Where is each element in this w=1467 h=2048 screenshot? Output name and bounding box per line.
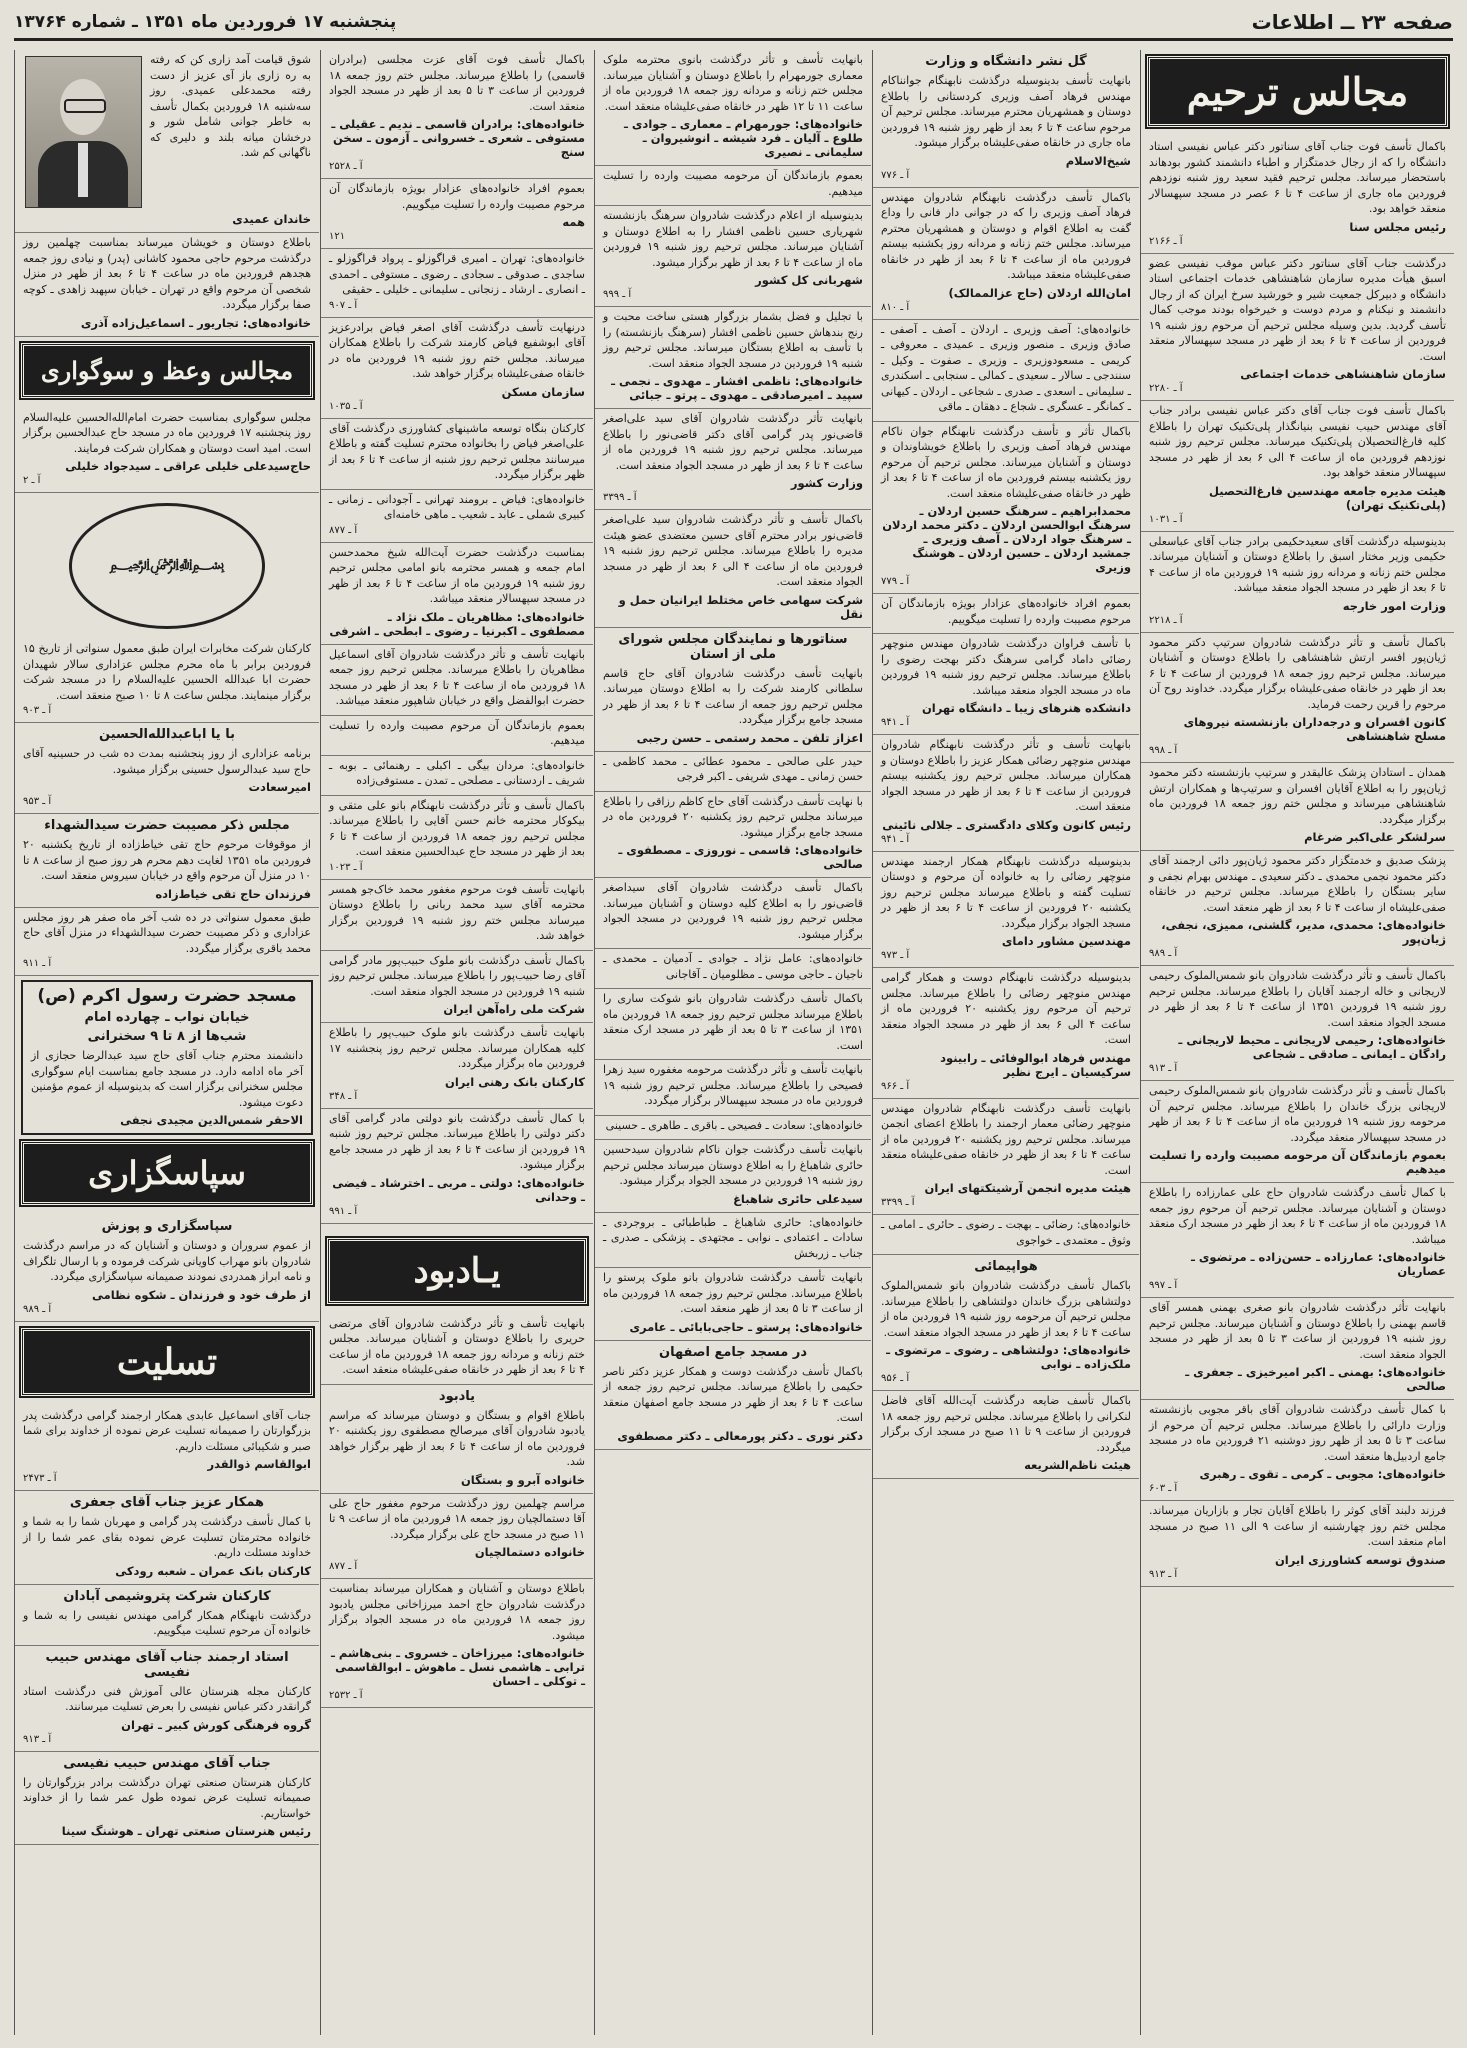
notice-signature: رئیس کانون وکلای دادگستری ـ جلالی نائینی [882, 817, 1131, 832]
notice-body: کارکنان بنگاه توسعه ماشینهای کشاورزی درگذشت آقای علی‌اصغر فیاض را بخانواده محترم تسلیت گفته و باطلاع میرسانند مجلس ترحیم روز شنبه از ساعت ۴ تا ۶ بعد از ظهر برگزار میگردد. [329, 421, 586, 481]
notice-code: آ ـ ۱۰۳۵ [329, 400, 363, 412]
col1-notice [1141, 1298, 1454, 1400]
tasliat-notice [15, 1646, 319, 1752]
notice-heading: جناب آقای مهندس حبیب نفیسی [63, 1755, 271, 1771]
notice-signature: هیئت مدیره جامعه مهندسین فارغ‌التحصیل (پلی‌تکنیک تهران) [1208, 483, 1446, 512]
notice-code: آ ـ ۲۴۷۳ [23, 1473, 57, 1484]
col4-notice [321, 179, 593, 249]
col3-notice [595, 1060, 871, 1116]
notice-signature: هیئت ناظم‌الشریعه [1024, 1458, 1131, 1472]
notice-body: درگذشت نابهنگام همکار گرامی مهندس نفیسی را به شما و خانواده آن مرحوم تسلیت میگوییم. [23, 1608, 311, 1637]
notice-heading: در مسجد جامع اصفهان [658, 1344, 807, 1360]
col3-notice [595, 628, 871, 752]
calligraphy-emblem: ﷽ [69, 503, 265, 629]
col4-notices [321, 50, 593, 1224]
notice-body: بدینوسیله درگذشت نابهنگام همکار ارجمند مهندس منوچهر رضائی را به خانواده آن مرحوم و دوستان تسلیت گفته و باطلاع میرساند مجلس ترحیم روز یکشنبه ۲۰ فروردین از ساعت ۴ تا ۶ بعد از ظهر در مسجد الجواد برگزار میگردد. [881, 854, 1132, 930]
col3-notice [595, 206, 871, 307]
notice-signature: رئیس هنرستان صنعتی تهران ـ هوشنگ سینا [61, 1824, 311, 1838]
notice-code: آ ـ ۲۲۸۰ [1149, 383, 1183, 394]
notice-signature: خانواده‌های: رحیمی لاریجانی ـ محیط لاریجانی ـ رادگان ـ ایمانی ـ صادقی ـ شجاعی [1178, 1033, 1446, 1061]
notice-signature: خانواده‌های: مظاهریان ـ ملک نژاد ـ مصطفوی ـ اکبرنیا ـ رضوی ـ ابطحی ـ اشرفی [329, 609, 585, 638]
photo-notice-text: شوق قیامت آمد زاری کن که رفته به ره زاری باز آی عزیز از دست رفته محمدعلی عمیدی. روز سه‌شنبه ۱۸ فروردین بکمال تأسف به خاطر جوانی شامل شور و درخشان میانه بلند و دلیری که ناگهانی کم شد. [150, 53, 311, 159]
masjid-time: شب‌ها از ۸ تا ۹ سخنرانی [87, 1029, 247, 1044]
notice-signature: همه [562, 215, 585, 229]
notice-signature: خانواده‌های: برادران قاسمی ـ ندیم ـ عقیلی ـ مستوفی ـ شعری ـ خسروانی ـ آزمون ـ سخن سنج [331, 117, 585, 159]
notice-body: خانواده‌های: مردان بیگی ـ اکبلی ـ رهنمائی ـ بوبه ـ شریف ـ اردستانی ـ مصلحی ـ تمدن ـ مستوفی‌زاده [329, 758, 585, 787]
col2-notice [873, 1391, 1139, 1479]
notice-body: باکمال تأسف درگذشت بانو ملوک حبیب‌پور مادر گرامی آقای رضا حبیب‌پور را باطلاع میرساند. مجلس ترحیم روز شنبه ۱۹ فروردین در مسجد الجواد منعقد است. [329, 953, 585, 998]
col4-notice [321, 318, 593, 419]
col2-notice [873, 422, 1139, 595]
notice-signature: سازمان شاهنشاهی خدمات اجتماعی [1240, 367, 1446, 381]
col1-notice [1141, 1400, 1454, 1501]
col1-notice [1141, 1081, 1454, 1183]
notice-body: باکمال تأسف فوت آقای عزت مجلسی (برادران قاسمی) را باطلاع میرساند. مجلس ختم روز جمعه ۱۸ فروردین از ساعت ۳ تا ۵ بعد از ظهر در مسجد الجواد منعقد است. [329, 53, 586, 113]
col1-notice [1141, 137, 1454, 254]
notice-body: باطلاع دوستان و آشنایان و همکاران میرساند بمناسبت درگذشت شادروان حاج احمد میرزاخانی مجلس یادبود روز جمعه ۱۸ فروردین ماه در مسجد الجواد برگزار میشود. [329, 1582, 586, 1642]
col5-notice-0: باطلاع دوستان و خویشان میرساند بمناسبت چهلمین روز درگذشت مرحوم حاجی محمود کاشانی (پدر) و نیادی روز جمعه هجدهم فروردین ماه در ساعت ۴ تا ۶ بعد از ظهر در منزل شخصی آن مرحوم واقع در تهران ـ خیابان سپهبد زاهدی ـ کوچه صفا برگزار میگردد. خانواده‌های: تجاریور ـ اسماعیل‌زاده آذری [15, 233, 319, 337]
tasliat-notice [15, 1585, 319, 1646]
notice-code: آ ـ ۸۷۷ [329, 1561, 358, 1572]
notice-code: آ ـ ۷۷۹ [881, 576, 910, 587]
notice-code: ۱۲۱ [329, 231, 346, 242]
col3-notices [595, 50, 871, 1450]
notice-signature: شهربانی کل کشور [755, 273, 863, 287]
notice-body: بانهایت تأسف درگذشت نابهنگام شادروان مهندس منوچهر رضائی معمار ارجمند را باطلاع اعضای انجمن میرساند. مجلس ترحیم روز یکشنبه ۲۰ فروردین ماه از ساعت ۴ تا ۶ بعد از ظهر در خانقاه صفی‌علیشاه منعقد است. [881, 1101, 1131, 1177]
tasliat-notice [15, 1752, 319, 1846]
notice-heading: سناتورها و نمایندگان مجلس شورای ملی از استان [618, 631, 848, 662]
col1-notice [1141, 254, 1454, 402]
notice-body: باکمال تأسف درگذشت شادروان آقای سیداصغر قاضی‌نور را به اطلاع کلیه دوستان و آشنایان میرساند. مجلس ترحیم روز شنبه ۱۹ فروردین در مسجد الجواد برگزار میشود. [603, 881, 863, 941]
notice-code: آ ـ ۹۸۹ [1149, 948, 1178, 959]
notice-body: باکمال تأسف فوت جناب آقای سناتور دکتر عباس نفیسی استاد دانشگاه را که از رجال خدمتگزار و اطباء دانشمند کشور بودهاند باستحضار میرساند. مجلس ترحیم فقید سعید روز شنبه نوزدهم فروردین ماه جاری از ساعت ۴ تا ۶ عصر در مسجد سپهسالار منعقد خواهد بود. [1149, 140, 1446, 215]
column-1 [1140, 50, 1454, 2035]
notice-code: آ ـ ۸۷۷ [329, 524, 358, 536]
col3-notice [595, 949, 871, 989]
notice-heading: هواپیمائی [974, 1259, 1038, 1274]
notice-signature: صندوق توسعه کشاورزی ایران [1274, 1552, 1446, 1567]
col6-notice [321, 1579, 593, 1708]
col5-notice-2: کارکنان شرکت مخابرات ایران طبق معمول سنواتی از تاریخ ۱۵ فروردین برابر با ماه محرم مجلس عزاداری سالار شهیدان حضرت ابا عبدالله الحسین علیه‌السلام را در مسجد شرکت برگزار مینمایند. مجلس ساعت ۸ تا ۱۰ صبح منعقد است. آ ـ ۹۰۳ [15, 639, 319, 723]
column-3 [594, 50, 871, 2035]
notice-body: باکمال تأثر و تأسف درگذشت نابهنگام جوان ناکام مهندس فرهاد آصف وزیری را باطلاع خویشاوندان و دوستان و آشنایان میرساند. مجلس ترحیم آن مرحوم روز یکشنبه بیستم فروردین ماه از ساعت ۴ تا ۶ بعد از ظهر در خانقاه صفی‌علیشاه منعقد است. [881, 424, 1132, 500]
notice-signature: خانواده‌های: پرستو ـ حاجی‌بابائی ـ عامری [629, 1319, 863, 1334]
notice-signature: وزارت کشور [790, 476, 863, 490]
col4-notice [321, 756, 593, 796]
tasliat-banner: تسلیت [21, 1328, 313, 1396]
column-5 [14, 50, 319, 2035]
notice-signature: گروه فرهنگی کورش کبیر ـ تهران [121, 1717, 311, 1732]
masjid-notice: مسجد حضرت رسول اکرم (ص) خیابان نواب ـ چهارده امام شب‌ها از ۸ تا ۹ سخنرانی دانشمند محترم جناب آقای حاج سید عبدالرضا حجازی از آخر ماه ادامه دارد. در مسجد جامع بمناسبت ایام سوگواری مجلس سخنرانی برگزار است که بدینوسیله از عموم مؤمنین دعوت میشود. الاحقر شمس‌الدین مجیدی نجفی [21, 980, 313, 1135]
notice-code: آ ـ ۸۱۰ [881, 301, 910, 313]
col2-notice [873, 968, 1139, 1099]
notice-signature: شرکت ملی راه‌آهن ایران [443, 1002, 585, 1016]
col4-notice [321, 645, 593, 716]
notice-signature: سیدعلی حائری شاهباغ [733, 1191, 863, 1206]
notice-signature: رئیس مجلس سنا [1349, 219, 1446, 234]
notice-heading: استاد ارجمند جناب آقای مهندس حبیب نفیسی [45, 1649, 289, 1680]
masjid-subtitle: خیابان نواب ـ چهارده امام [84, 1010, 250, 1025]
col3-notice [595, 510, 871, 628]
col1-notice [1141, 763, 1454, 851]
notice-code: آ ـ ۹۷۳ [881, 950, 910, 961]
notice-body: خانواده‌های: حائری شاهباغ ـ طباطبائی ـ بروجردی ـ سادات ـ اعتمادی ـ نوابی ـ مجتهدی ـ پزشکی ـ صدری ـ جناب ـ زربخش [603, 1215, 863, 1260]
notice-code: آ ـ ۷۷۶ [881, 169, 910, 181]
col5-notice-3: با یا اباعبدالله‌الحسین برنامه عزاداری از روز پنجشنبه بمدت ده شب در حسینیه آقای حاج سید عبدالرسول حسینی برگزار میشود. امیرسعادت آ ـ ۹۵۳ [15, 723, 319, 814]
col2-notice [873, 594, 1139, 634]
notice-body: خانواده‌های: رضائی ـ بهجت ـ رضوی ـ حائری ـ امامی ـ وثوق ـ معتمدی ـ خواجوی [881, 1218, 1131, 1247]
col1-notice [1141, 851, 1454, 966]
notice-signature: خانواده‌های: میرزاخان ـ خسروی ـ بنی‌هاشم ـ ترابی ـ هاشمی نسل ـ ماهوش ـ ابوالقاسمی ـ توکلی ـ احسان [330, 1646, 585, 1688]
notice-body: بانهایت تأسف درگذشت بانو ملوک حبیب‌پور را باطلاع کلیه همکاران میرساند. مجلس ترحیم روز پنجشنبه ۱۷ فروردین ماه برگزار میگردد. [329, 1026, 585, 1070]
page-label: صفحه ۲۳ ــ اطلاعات [1251, 10, 1453, 34]
notice-body: بانهایت تأسف و تأثر درگذشت شادروان آقای مرتضی حریری را باطلاع دوستان و آشنایان میرساند. مجلس ختم زنانه و مردانه روز جمعه ۱۸ فروردین ماه از ساعت ۴ تا ۶ بعد از ظهر در خانقاه صفی‌علیشاه منعقد است. [329, 1316, 585, 1376]
col2-notice [873, 1099, 1139, 1216]
tasliat-notice [15, 1491, 319, 1585]
notice-code: آ ـ ۲۵۳۲ [329, 1690, 363, 1701]
notice-signature: خانواده‌های: دولتشاهی ـ رضوی ـ مرتضوی ـ ملک‌زاده ـ نوابی [886, 1343, 1131, 1371]
notice-heading: یادبود [438, 1388, 476, 1404]
notice-body: باکمال تأسف درگذشت شادروان بانو شوکت ساری را باطلاع میرساند مجلس ترحیم روز جمعه ۱۸ فروردین ماه ۱۳۵۱ از ساعت ۳ تا ۵ بعد از ظهر در مسجد ارک منعقد است. [603, 992, 863, 1052]
notice-code: آ ـ ۹۹۷ [1149, 1280, 1178, 1291]
notice-code: آ ـ ۹۶۶ [881, 1080, 910, 1092]
notice-body: درنهایت تأسف درگذشت آقای اصغر فیاض برادرعزیز آقای ابوشفیع فیاض کارمند شرکت را باطلاع همکاران میرساند. مجلس ختم روز شنبه ۱۹ فروردین ماه در خانقاه صفی‌علیشاه برگزار خواهد شد. [329, 320, 585, 380]
col2-notice [873, 320, 1139, 422]
notice-body: حیدر علی صالحی ـ محمود عطائی ـ محمد کاظمی ـ حسن زمانی ـ مهدی شریفی ـ اکبر فرجی [603, 754, 863, 783]
notice-code: آ ـ ۹۹۸ [1149, 745, 1178, 756]
notice-body: با کمال تأسف درگذشت شادروان آقای باقر مجوبی بازنشسته وزارت دارائی را باطلاع میرساند. مجلس ترحیم آن مرحوم از ساعت ۳ تا ۵ بعد از ظهر روز دوشنبه ۲۱ فروردین ماه در مسجد جامع اردبیل‌ها منعقد است. [1149, 1403, 1446, 1463]
notice-body: باکمال تأسف و تأثر درگذشت شادروان سرتیپ دکتر محمود ژیان‌پور افسر ارتش شاهنشاهی را باطلاع دوستان و آشنایان میرساند. مجلس ترحیم روز جمعه ۱۸ فروردین از ساعت ۴ تا ۶ بعد از ظهر در خانقاه صفی‌علیشاه برگزار میگردد. خداوند روح آن مرحوم را قرین رحمت فرماید. [1149, 635, 1446, 711]
notice-body: بعموم بازماندگان آن مرحومه مصیبت وارده را تسلیت میدهیم. [603, 169, 863, 198]
notice-body: درگذشت جناب آقای سناتور دکتر عباس موقب نفیسی عضو اسبق هیأت مدیره سازمان شاهنشاهی خدمات اجتماعی استاد دانشگاه و دبیرکل جمعیت شیر و خورشید سرخ ایران که از رجال دانشمند و نیکنام و مردم دوست و خیرخواه بودند موجب کمال تأسف گردید. بدین وسیله مجلس ترحیم آن مرحوم روز شنبه ۱۹ فروردین از ساعت ۴ تا ۶ بعد از ظهر در مسجد سپهسالار منعقد است. [1149, 256, 1447, 363]
col1-notices [1141, 137, 1454, 1587]
notice-code: آ ـ ۳۳۹۹ [603, 492, 637, 503]
notice-body: خانواده‌های: فیاض ـ برومند تهرانی ـ آجودانی ـ زمانی ـ کبیری شملی ـ عابد ـ شعیب ـ ماهی خامنه‌ای [329, 492, 585, 521]
col1-notice [1141, 532, 1454, 633]
col4-notice [321, 951, 593, 1024]
sepasgozari-banner: سپاسگزاری [21, 1141, 313, 1205]
notice-body: باکمال تأسف درگذشت دوست و همکار عزیز دکتر ناصر حکیمی را باطلاع میرساند. مجلس ترحیم روز جمعه از ساعت ۴ تا ۶ بعد از ظهر در مسجد جامع اصفهان منعقد است. [603, 1364, 864, 1424]
notice-body: بعموم بازماندگان آن مرحوم مصیبت وارده را تسلیت میدهیم. [329, 718, 585, 747]
col2-notice [873, 735, 1139, 852]
col3-notice [595, 1213, 871, 1269]
notice-body: بعموم افراد خانواده‌های عزادار بویژه بازماندگان آن مرحوم مصیبت وارده را تسلیت میگوییم. [881, 597, 1131, 626]
notice-signature: خانواده‌های: محمدی، مدیر، گلشنی، ممیزی، نجفی، ژیان‌پور [1161, 918, 1446, 946]
notice-body: باکمال تأسف و تأثر درگذشت شادروان سید علی‌اصغر قاضی‌نور برادر محترم آقای حسین معتضدی عضو هیئت مدیره را باطلاع میرساند. مجلس ترحیم روز شنبه ۱۹ فروردین ماه از ساعت ۴ الی ۶ بعد از ظهر در مسجد الجواد منعقد است. [603, 513, 863, 588]
col1-notice [1141, 633, 1454, 764]
col2-notice [873, 1215, 1139, 1255]
col2-notice [873, 852, 1139, 969]
notice-signature: شیخ‌الاسلام [1065, 153, 1131, 168]
notice-body: بانهایت تأسف فوت مرحوم مغفور محمد خاک‌جو همسر محترمه آقای سید محمد ربانی را باطلاع دوستان میرساند مجلس ختم روز شنبه ۱۹ فروردین برگزار خواهد شد. [329, 882, 585, 942]
notice-body: همدان ـ استادان پزشک عالیقدر و سرتیپ بازنشسته دکتر محمود ژیان‌پور را به اطلاع آقایان افسران و سرتیپ‌ها و همکاران ارتش شاهنشاهی میرساند و مجلس ختم روز جمعه ۱۸ فروردین ماه برگزار میگردد. [1149, 766, 1446, 826]
notice-body: فرزند دلبند آقای کوثر را باطلاع آقایان تجار و بازاریان میرساند. مجلس ختم روز چهارشنبه از ساعت ۹ الی ۱۱ صبح در مسجد امام منعقد است. [1149, 1504, 1446, 1548]
col3-notice [595, 1268, 871, 1341]
col6-notice [321, 1314, 593, 1385]
column-4 [320, 50, 593, 2035]
notice-body: بمناسبت درگذشت حضرت آیت‌الله شیخ محمدحسن امام جمعه و همسر محترمه بانو امامی مجلس ترحیم روز شنبه ۱۹ فروردین ماه از ساعت ۴ تا ۶ بعد از ظهر در مسجد سپهسالار منعقد میباشد. [329, 545, 586, 605]
notice-signature: سرلشکر علی‌اکبر ضرغام [1304, 830, 1446, 844]
col3-notice [595, 989, 871, 1060]
notice-code: آ ـ ۹۱۳ [23, 1733, 52, 1745]
notice-body: کارکنان هنرستان صنعتی تهران درگذشت برادر بزرگوارتان را صمیمانه تسلیت عرض نموده طول عمر شما را از خداوند خواستاریم. [23, 1775, 311, 1820]
notice-signature: دانشکده هنرهای زیبا ـ دانشگاه تهران [921, 701, 1131, 715]
col6-notices [321, 1314, 593, 1709]
col3-notice [595, 1140, 871, 1213]
col4-notice [321, 1109, 593, 1224]
notice-signature: شرکت سهامی خاص مختلط ایرانیان حمل و نقل [618, 592, 863, 621]
notice-signature: خانواده آبرو و بستگان [460, 1472, 585, 1487]
notice-body: خانواده‌های: تهران ـ امیری قراگوزلو ـ پرواد قراگوزلو ـ ساجدی ـ صدوقی ـ سجادی ـ رضوی ـ مستوفی ـ احمدی ـ انصاری ـ ارشاد ـ زنجانی ـ سلیمانی ـ خلیلی ـ حقیقی [329, 252, 585, 296]
notice-body: باطلاع اقوام و بستگان و دوستان میرساند که مراسم یادبود شادروان آقای میرصالح مصطفوی روز یکشنبه ۲۰ فروردین ماه از ساعت ۴ تا ۶ بعد از ظهر برگزار خواهد شد. [329, 1408, 585, 1468]
notice-code: آ ـ ۳۴۸ [329, 1090, 358, 1102]
notice-body: بانهایت تأثر درگذشت شادروان بانو صغری بهمنی همسر آقای قاسم بهمنی را باطلاع دوستان و آشنایان میرساند. مجلس ترحیم روز شنبه ۱۹ فروردین از ساعت ۳ تا ۵ بعد از ظهر در مسجد الجواد منعقد است. [1149, 1301, 1447, 1361]
notice-body: با کمال تأسف درگذشت پدر گرامی و مهربان شما را به شما و خانواده محترمتان تسلیت عرض نموده بقای عمر شما را از خداوند مسئلت داریم. [23, 1515, 311, 1559]
notice-signature: اعزاز تلفن ـ محمد رستمی ـ حسن رجبی [636, 730, 863, 745]
col6-notice [321, 1494, 593, 1580]
notice-body: بانهایت تأسف و تأثر درگذشت مرحومه مغفوره سید زهرا فصیحی را باطلاع میرساند. مجلس ترحیم روز شنبه ۱۹ فروردین ماه در مسجد سپهسالار برگزار میگردد. [603, 1063, 863, 1107]
col4-notice [321, 716, 593, 756]
col2-notice [873, 634, 1139, 735]
notice-code: آ ـ ۲۲۱۸ [1149, 614, 1183, 626]
col3-notice [595, 792, 871, 879]
notice-body: مراسم چهلمین روز درگذشت مرحوم مغفور حاج علی آقا دستمالچیان روز جمعه ۱۸ فروردین ماه از ساعت ۹ تا ۱۱ صبح در مسجد حاج علی برگزار میگردد. [329, 1496, 585, 1541]
col4-notice [321, 880, 593, 951]
col6-notice [321, 1385, 593, 1494]
col3-notice [595, 878, 871, 949]
col3-notice [595, 409, 871, 510]
notice-body: بانهایت تأسف و تأثر درگذشت بانوی محترمه ملوک معماری جورمهرام را باطلاع دوستان و آشنایان میرساند. مجلس ختم زنانه و مردانه روز جمعه ۱۸ فروردین ماه از ساعت ۱۱ تا ۱۲ ظهر در خانقاه صفی‌علیشاه منعقد است. [603, 53, 863, 113]
notice-signature: ابوالقاسم ذوالقدر [207, 1457, 311, 1471]
col4-notice [321, 249, 593, 318]
notice-body: خانواده‌های: سعادت ـ فصیحی ـ باقری ـ طاهری ـ حسینی [605, 1118, 863, 1132]
notice-body: با نهایت تأسف درگذشت آقای حاج کاظم رزاقی را باطلاع میرساند مجلس ترحیم روز یکشنبه ۲۰ فروردین ماه در مسجد جامع برگزار میشود. [603, 794, 863, 839]
notice-body: بانهایت تأثر درگذشت شادروان آقای سید علی‌اصغر قاضی‌نور پدر گرامی آقای دکتر قاضی‌نور را باطلاع میرساند. مجلس ترحیم روز شنبه ۱۹ فروردین ماه از ساعت ۴ تا ۶ بعد از ظهر در مسجد الجواد منعقد است. [603, 412, 863, 472]
notice-signature: سازمان مسکن [501, 384, 585, 399]
col3-notice [595, 307, 871, 409]
col3-notice [595, 50, 871, 166]
col4-notice [321, 796, 593, 880]
notice-signature: خانواده‌های: بهمنی ـ اکبر امیرخیزی ـ جعفری ـ صالحی [1185, 1365, 1446, 1393]
notice-signature: مهندسین مشاور دامای [1001, 934, 1131, 948]
notice-body: با تأسف فراوان درگذشت شادروان مهندس منوچهر رضائی داماد گرامی سرهنگ دکتر بهجت رضوی را باطلاع میرساند. مجلس ترحیم روز شنبه ۱۹ فروردین ماه در مسجد الجواد منعقد میباشد. [881, 637, 1131, 697]
notice-body: بعموم افراد خانواده‌های عزادار بویژه بازماندگان آن مرحوم مصیبت وارده را تسلیت میگوییم. [329, 182, 585, 211]
notice-heading: گل نشر دانشگاه و وزارت [925, 54, 1087, 69]
notice-body: خانواده‌های: آصف وزیری ـ اردلان ـ آصف ـ آصفی ـ صادق وزیری ـ منصور وزیری ـ عمیدی ـ معروفی ـ کریمی ـ مسعودوزیری ـ وزیری ـ صفوت ـ وکیل ـ سنندجی ـ سالار ـ سعیدی ـ کمالی ـ سنجابی ـ اسکندری ـ سلیمانی ـ اسعدی ـ صدری ـ شجاعی ـ اردلان ـ کیهانی ـ کمانگر ـ عسگری ـ شجاع ـ دهقان ـ ماقی [881, 322, 1131, 413]
col1-notice [1141, 1501, 1454, 1587]
notice-signature: خانواده دستمالچیان [474, 1545, 585, 1559]
notice-body: بانهایت تأسف درگذشت جوان ناکام شادروان سیدحسین حائری شاهباغ را به اطلاع دوستان میرساند مجلس ترحیم روز شنبه ۱۹ فروردین در مسجد الجواد برگزار میشود. [603, 1143, 863, 1187]
notice-body: باکمال تأسف و تأثر درگذشت شادروان بانو شمس‌الملوک رحیمی لاریجانی بزرگ خاندان را باطلاع میرساند. مجلس ترحیم آن مرحومه روز شنبه ۱۹ فروردین ماه از ساعت ۴ تا ۶ بعد از ظهر در مسجد سپهسالار منعقد میگردد. [1149, 1084, 1446, 1144]
col3-notice [595, 1116, 871, 1141]
notice-code: آ ـ ۱۰۳۱ [1149, 513, 1183, 525]
issue-date: پنجشنبه ۱۷ فروردین ماه ۱۳۵۱ ـ شماره ۱۳۷۶۴ [14, 12, 397, 32]
notice-code: آ ـ ۶۰۳ [1149, 1483, 1178, 1494]
col4-notice [321, 1023, 593, 1109]
notice-code: آ ـ ۳۳۹۹ [881, 1197, 915, 1208]
notice-code: آ ـ ۹۹۹ [603, 289, 632, 300]
col1-notice [1141, 966, 1454, 1081]
notice-code: آ ـ ۲۱۶۶ [1149, 235, 1183, 247]
notice-signature: هیئت مدیره انجمن آرشیتکتهای ایران [924, 1181, 1131, 1195]
masjid-title: مسجد حضرت رسول اکرم (ص) [37, 986, 297, 1006]
notice-code: آ ـ ۹۹۱ [329, 1205, 358, 1217]
col2-notices [873, 50, 1139, 1479]
yadbood-banner: یـادبود [327, 1238, 587, 1304]
notice-body: باکمال تأسف درگذشت نابهنگام شادروان مهندس فرهاد آصف وزیری را که در جوانی دار فانی را وداع گفت به اطلاع اقوام و دوستان و همشهریان محترم میرساند. مجلس ختم زنانه و مردانه روز یکشنبه بیستم فروردین ماه از ساعت ۴ تا ۶ بعد از ظهر در خانقاه صفی‌علیشاه منعقد میباشد. [881, 190, 1131, 281]
notice-body: باکمال تأسف درگذشت شادروان بانو شمس‌الملوک دولتشاهی بزرگ خاندان دولتشاهی را باطلاع میرساند. مجلس ترحیم آن مرحومه روز شنبه ۱۹ فروردین ماه از ساعت ۴ تا ۶ بعد از ظهر در مسجد الجواد منعقد است. [881, 1279, 1132, 1339]
notice-signature: کارکنان بانک عمران ـ شعبه رودکی [115, 1563, 311, 1578]
tasliat-notice [15, 1406, 319, 1492]
col4-notice [321, 490, 593, 543]
notice-signature: خانواده‌های: عمارزاده ـ حسن‌زاده ـ مرتضوی ـ عصاریان [1190, 1250, 1446, 1278]
sepas-notice: سپاسگزاری و پوزش از عموم سروران و دوستان و آشنایان که در مراسم درگذشت شادروان بانو مهراب کاویانی شرکت فرموده و با ارسال تلگراف و نامه ابراز همدردی نمودند صمیمانه سپاسگزاری میگردد. از طرف خود و فرزندان ـ شکوه نظامی آ ـ ۹۸۹ [15, 1215, 319, 1322]
col5-notice-1: مجلس سوگواری بمناسبت حضرت امام‌الله‌الحسین علیه‌السلام روز پنجشنبه ۱۷ فروردین ماه در مسجد حاج عبدالحسین برگزار است. امید است دوستان و همکاران شرکت فرمایند. حاج‌سیدعلی خلیلی عراقی ـ سیدجواد خلیلی آ ـ ۲ [15, 408, 319, 494]
notice-code: آ ـ ۹۵۶ [881, 1373, 910, 1384]
col3-notice [595, 1341, 871, 1450]
notice-code: آ ـ ۹۴۱ [881, 717, 910, 728]
notice-heading: کارکنان شرکت پتروشیمی آبادان [63, 1588, 271, 1604]
notice-body: جناب آقای اسماعیل عابدی همکار ارجمند گرامی درگذشت پدر بزرگوارتان را صمیمانه تسلیت عرض نموده از خداوند برای شما صبر و شکیبائی مسئلت داریم. [23, 1408, 311, 1453]
col1-notice [1141, 401, 1454, 532]
portrait-photo [25, 56, 142, 208]
notice-signature: خانواده‌های: جورمهرام ـ معماری ـ جوادی ـ طلوع ـ آلیان ـ فرد شیشه ـ انوشیروان ـ سلیمانی ـ نصیری [623, 117, 863, 159]
notice-signature: خانواده‌های: قاسمی ـ نوروزی ـ مصطفوی ـ صالحی [618, 843, 863, 871]
notice-body: بدینوسیله از اعلام درگذشت شادروان سرهنگ بازنشسته شهریاری حسین ناظمی افشار را به اطلاع دوستان و آشنایان میرساند. مجلس ترحیم روز شنبه ۱۹ فروردین ماه از ساعت ۴ تا ۶ بعد از ظهر برگزار میشود. [603, 209, 863, 269]
notice-signature: وزارت امور خارجه [1342, 598, 1446, 613]
majales-vaaz-banner: مجالس وعظ و سوگواری [21, 343, 313, 398]
notice-body: خانواده‌های: عامل نژاد ـ جوادی ـ آدمیان ـ محمدی ـ ناجیان ـ حاجی موسی ـ مظلومیان ـ آقاجانی [603, 952, 863, 981]
notice-body: بانهایت تأسف و تأثر درگذشت نابهنگام شادروان مهندس منوچهر رضائی همکار عزیز را باطلاع دوستان و همکاران میرساند. مجلس ترحیم روز یکشنبه بیستم فروردین از ساعت ۴ تا ۶ بعد از ظهر در مسجد الجواد منعقد است. [881, 738, 1132, 813]
notice-signature: خانواده‌های: مجوبی ـ کرمی ـ تقوی ـ رهبری [1199, 1467, 1446, 1481]
photo-notice [15, 50, 319, 233]
col2-notice [873, 1255, 1139, 1391]
notice-signature: کارکنان بانک رهنی ایران [445, 1074, 585, 1089]
notice-signature: دکتر نوری ـ دکتر پورمعالی ـ دکتر مصطفوی [617, 1428, 863, 1443]
notice-signature: خانواده‌های: دولتی ـ مربی ـ اخترشاد ـ فیضی ـ وحدانی [332, 1175, 585, 1204]
notice-body: کارکنان مجله هنرستان عالی آموزش فنی درگذشت استاد گرانقدر دکتر عباس نفیسی را بعرض تسلیت میرسانند. [23, 1684, 311, 1713]
notice-body: بانهایت تأسف درگذشت شادروان آقای حاج قاسم سلطانی کارمند شرکت را به اطلاع دوستان میرساند. مجلس ترحیم روز جمعه از ساعت ۴ تا ۶ بعد از ظهر در مسجد جامع برگزار میگردد. [603, 666, 864, 726]
notice-body: باکمال تأسف ضایعه درگذشت آیت‌الله آقای فاضل لنکرانی را باطلاع میرساند. مجلس ترحیم روز جمعه ۱۸ فروردین از ساعت ۹ تا ۱۱ صبح در مسجد ارک برگزار میگردد. [881, 1394, 1131, 1454]
col3-notice [595, 752, 871, 792]
notice-body: بانهایت تأسف و تأثر درگذشت شادروان آقای اسماعیل مظاهریان را باطلاع میرساند. مجلس ترحیم روز جمعه ۱۸ فروردین ماه از ساعت ۴ تا ۶ بعد از ظهر در مسجد حضرت ابوالفضل واقع در خیابان شاهپور منعقد میباشد. [329, 647, 585, 707]
notice-body: با تجلیل و فضل بشمار بزرگوار هستی ساخت محبت و رنج بندهاش حسین ناظمی افشار (سرهنگ بازنشسته) را با تأسف به اطلاع بستگان میرساند. مجلس ترحیم روز شنبه ۱۹ فروردین در مسجد الجواد منعقد است. [603, 310, 863, 370]
notice-code: آ ـ ۱۰۲۳ [329, 861, 363, 873]
notice-body: باکمال تأسف و تأثر درگذشت شادروان بانو شمس‌الملوک رحیمی لاریجانی و خاله ارجمند آقایان را باطلاع میرساند. مجلس ترحیم روز شنبه ۱۹ فروردین ۱۳۵۱ از ساعت ۴ تا ۶ بعد از ظهر در مسجد الجواد منعقد است. [1149, 969, 1447, 1029]
column-2 [872, 50, 1139, 2035]
notice-body: باکمال تأسف و تأثر درگذشت نابهنگام بانو علی متقی و بیکوکار محترمه خانم حسن آقایی را باطلاع میرساند. مجلس ترحیم روز جمعه ۱۸ فروردین از ساعت ۴ تا ۶ بعد از ظهر در مسجد حاج عبدالحسین منعقد است. [329, 798, 586, 858]
notice-body: با کمال تأسف درگذشت شادروان حاج علی عمارزاده را باطلاع دوستان و آشنایان میرساند. مجلس ترحیم آن مرحوم روز جمعه ۱۸ فروردین ماه از ساعت ۴ تا ۶ بعد از ظهر در مسجد ارک منعقد میباشد. [1149, 1186, 1446, 1246]
notice-signature: مهندس فرهاد ابوالوفائی ـ رابینود سرکیسیان ـ ایرج نظیر [940, 1050, 1131, 1079]
col5-notice-4: مجلس ذکر مصیبت حضرت سیدالشهداء از موقوفات مرحوم حاج تقی خیاط‌زاده از تاریخ یکشنبه ۲۰ فروردین ماه ۱۳۵۱ لغایت دهم محرم هر روز صبح از ساعت ۸ تا ۱۰ در منزل آن مرحوم واقع در خیابان سیروس منعقد است. فرزندان حاج تقی خیاط‌زاده [15, 814, 319, 908]
notice-signature: محمدابراهیم ـ سرهنگ حسین اردلان ـ سرهنگ ابوالحسن اردلان ـ دکتر محمد اردلان ـ سرهنگ جواد اردلان ـ آصف وزیری ـ جمشید اردلان ـ حسین اردلان ـ هوشنگ وزیری [882, 504, 1131, 574]
notice-code: آ ـ ۲۵۲۸ [329, 161, 363, 172]
notice-signature: امان‌الله اردلان (حاج عزالممالک) [948, 285, 1131, 300]
notice-body: بانهایت تأسف درگذشت شادروان بانو ملوک پرستو را باطلاع میرساند. مجلس ترحیم روز جمعه ۱۸ فروردین ماه از ساعت ۳ تا ۵ بعد از ظهر منعقد است. [603, 1271, 863, 1315]
notice-code: آ ـ ۹۱۳ [1149, 1063, 1178, 1074]
notice-code: آ ـ ۹۰۷ [329, 299, 358, 311]
col4-notice [321, 543, 593, 645]
col1-notice [1141, 1183, 1454, 1298]
notice-signature: خانواده‌های: ناظمی افشار ـ مهدوی ـ نجمی ـ سپید ـ امیرصادقی ـ مهدوی ـ پرتو ـ جبائی [611, 374, 863, 402]
col5-notice-5: طبق معمول سنواتی در ده شب آخر ماه صفر هر روز مجلس عزاداری و ذکر مصیبت حضرت سیدالشهداء در منزل آقای حاج محمد باقری برگزار میگردد. آ ـ ۹۱۱ [15, 908, 319, 977]
notice-body: بانهایت تأسف بدینوسیله درگذشت نابهنگام جوانناکام مهندس فرهاد آصف وزیری کردستانی را باطلاع دوستان و همشهریان محترم میرساند. مجلس ترحیم آن مرحوم ساعت ۴ تا ۶ بعد از ظهر روز شنبه ۱۹ فروردین ماه جاری در خانقاه صفی‌علیشاه برگزار میشود. [881, 74, 1131, 149]
notice-body: بدینوسیله درگذشت نابهنگام دوست و همکار گرامی مهندس منوچهر رضائی را باطلاع میرساند. مجلس ترحیم آن مرحوم روز یکشنبه ۲۰ فروردین ماه از ساعت ۴ الی ۶ بعد از ظهر در مسجد الجواد منعقد است. [881, 971, 1131, 1046]
page-header [14, 8, 1453, 41]
notice-code: آ ـ ۹۴۱ [881, 833, 910, 845]
col2-notice [873, 188, 1139, 320]
majales-tarhim-banner: مجالس ترحیم [1147, 56, 1448, 127]
notice-body: بدینوسیله درگذشت آقای سعیدحکیمی برادر جناب آقای عباسعلی حکیمی وزیر مختار اسبق را باطلاع دوستان و آشنایان میرساند. مجلس ختم زنانه و مردانه روز شنبه ۱۹ فروردین ماه از ساعت ۴ تا ۶ بعد از ظهر در مسجد الجواد منعقد میباشد. [1149, 534, 1447, 594]
notice-signature: کانون افسران و درجه‌داران بازنشسته نیروهای مسلح شاهنشاهی [1183, 715, 1446, 743]
tasliat-notices [15, 1406, 319, 1846]
col3-notice [595, 166, 871, 206]
notice-heading: همکار عزیز جناب آقای جعفری [69, 1495, 265, 1510]
notice-code: آ ـ ۹۱۳ [1149, 1568, 1178, 1580]
notice-body: پزشک صدیق و خدمتگزار دکتر محمود ژیان‌پور دائی ارجمند آقای دکتر محمود نجمی محمدی ـ دکتر سعیدی ـ مهندس بهرام نجفی و سایر بستگان را باطلاع میرساند. مجلس ترحیم در خانقاه صفی‌علیشاه از ساعت ۴ تا ۶ بعد از ظهر منعقد است. [1149, 854, 1446, 914]
notice-body: باکمال تأسف فوت جناب آقای دکتر عباس نفیسی برادر جناب آقای مهندس حبیب نفیسی بنیانگذار پلی‌تکنیک تهران را باطلاع کلیه فارغ‌التحصیلان پلی‌تکنیک میرساند. مجلس ترحیم روز شنبه نوزدهم فروردین ماه از ساعت ۴ الی ۶ بعد از ظهر در مسجد سپهسالار منعقد خواهد بود. [1149, 404, 1446, 479]
col4-notice [321, 419, 593, 490]
notice-signature: بعموم بازماندگان آن مرحومه مصیبت وارده را تسلیت میدهیم [1149, 1148, 1446, 1176]
col2-notice [873, 50, 1139, 188]
notice-body: با کمال تأسف درگذشت بانو دولتی مادر گرامی آقای دکتر دولتی را باطلاع میرساند. مجلس ترحیم روز شنبه ۱۹ فروردین از ساعت ۴ تا ۶ بعد از ظهر در مسجد جامع برگزار میشود. [329, 1111, 586, 1171]
col4-notice [321, 50, 593, 179]
photo-notice-sig: خاندان عمیدی [232, 212, 311, 226]
